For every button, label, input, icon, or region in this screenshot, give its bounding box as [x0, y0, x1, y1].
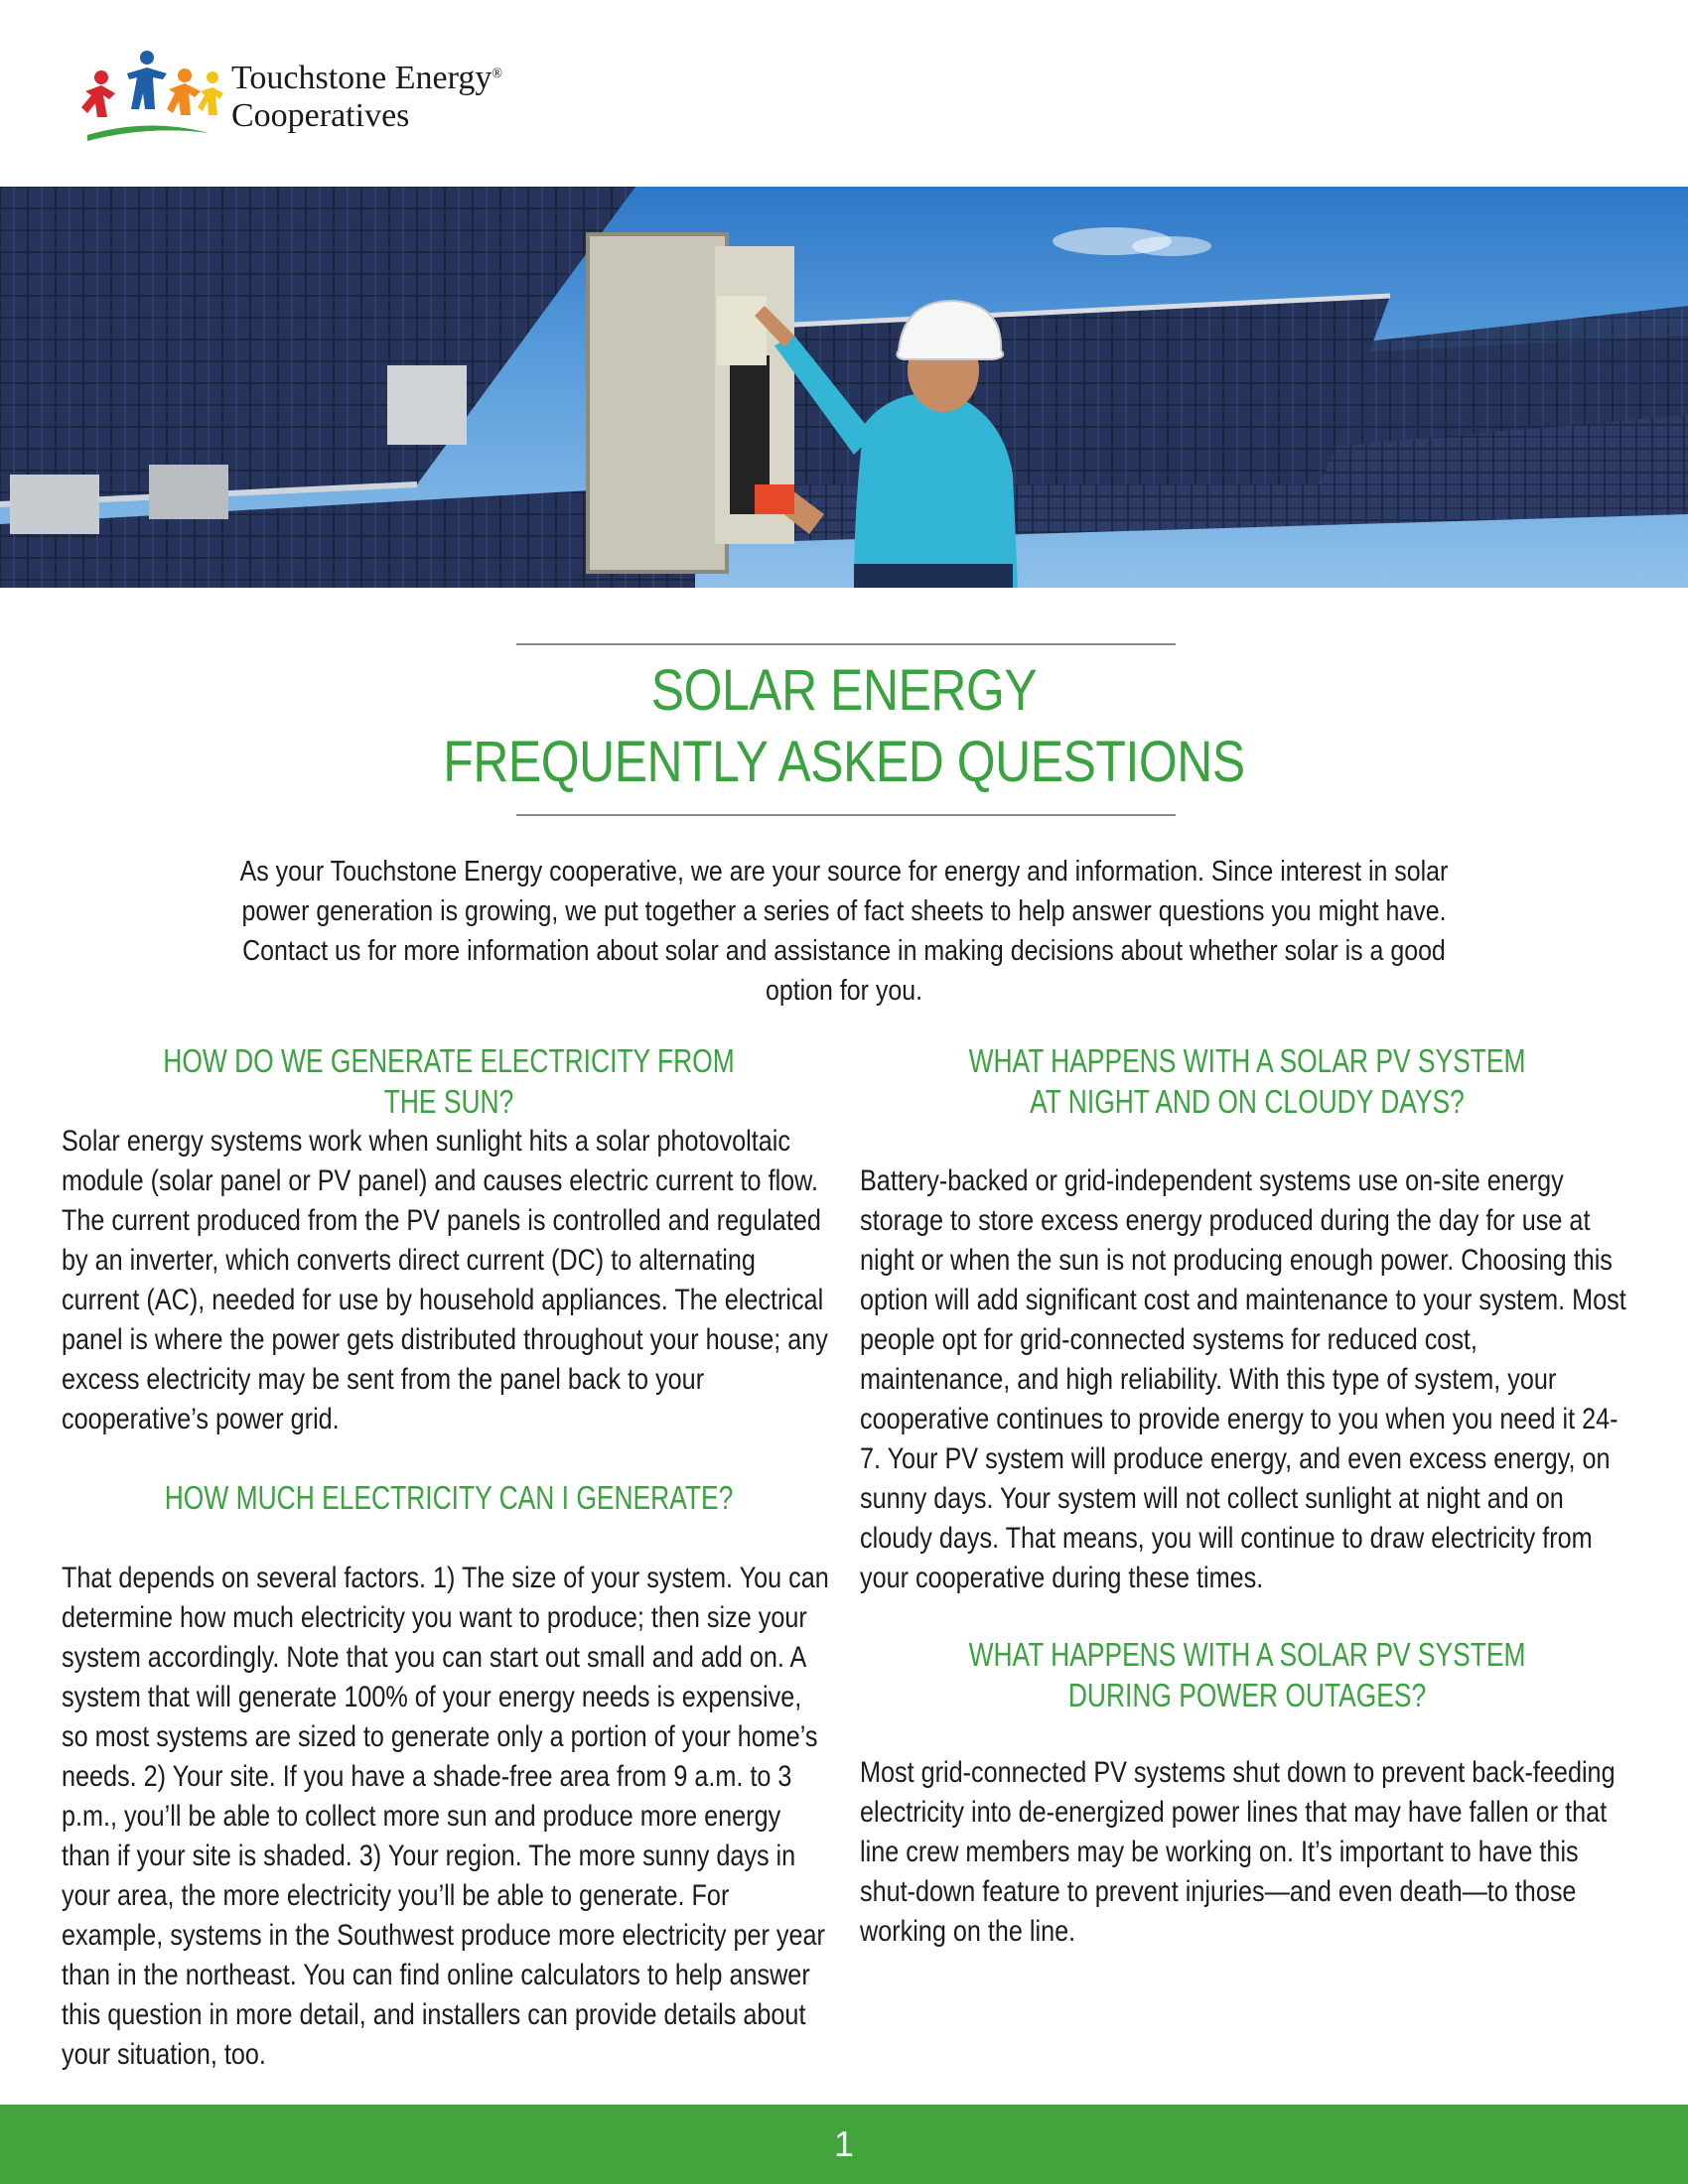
body-outages: Most grid-connected PV systems shut down to prevent back-feeding electricity into de-energized power lines that may have fallen or that line crew members may be working on. It’s important to have this shut-down feature to prevent injuries—and even death—to those working on the line. [860, 1756, 1616, 1948]
solar-technician-illustration [0, 187, 1688, 588]
heading-how-much: HOW MUCH ELECTRICITY CAN I GENERATE? [164, 1479, 734, 1516]
brand-logo [79, 48, 502, 147]
title-top-rule [516, 643, 1176, 645]
body-generate: Solar energy systems work when sunlight hits a solar photovoltaic module (solar panel or PV panel) and causes electric current to flow. The current produced from the PV panels is controlled and regulated by an inverter, which converts direct current (DC) to alternating current (AC), needed for use by household appliances. The electrical panel is where the power gets distributed throughout your house; any excess electricity may be sent from the panel back to your cooperative’s power grid. [62, 1125, 828, 1435]
hero-solar-photo [0, 187, 1688, 588]
heading-night [937, 1040, 1557, 1122]
brand-name-line1: Touchstone Energy [231, 60, 492, 96]
heading-night-line2: AT NIGHT AND ON CLOUDY DAYS? [1030, 1083, 1465, 1120]
page-number: 1 [833, 2123, 855, 2164]
body-night: Battery-backed or grid-independent systems use on-site energy storage to store excess energy produced during the day for use at night or when the sun is not producing enough power. Choosing this option will add significant cost and maintenance to your system. Most people opt for grid-connected systems for reduced cost, maintenance, and high reliability. With this type of system, your cooperative continues to provide energy to you when you need it 24-7. Your PV system will produce energy, and even excess energy, on sunny days. Your system will not collect sunlight at night and on cloudy days. That means, you will continue to draw electricity from your cooperative during these times. [860, 1164, 1626, 1594]
heading-generate: HOW DO WE GENERATE ELECTRICITY FROM THE SUN? [163, 1042, 735, 1120]
heading-outages-line2: DURING POWER OUTAGES? [1067, 1677, 1427, 1713]
heading-night-line1: WHAT HAPPENS WITH A SOLAR PV SYSTEM [968, 1042, 1526, 1079]
intro-paragraph: As your Touchstone Energy cooperative, we are your source for energy and information. Since interest in solar power generation is growing, we put together a series of fact sheets to help answer questions you might have. Contact us for more information about solar and assistance in making decisions about whether solar is a good option for you. [239, 856, 1449, 1007]
title-bottom-rule [516, 814, 1176, 816]
brand-name-line2: Cooperatives [231, 97, 410, 134]
body-how-much: That depends on several factors. 1) The size of your system. You can determine how much electricity you want to produce; then size your system accordingly. Note that you can start out small and add on. A system that will generate 100% of your energy needs is expensive, so most systems are sized to generate only a portion of your home’s needs. 2) Your site. If you have a shade-free area from 9 a.m. to 3 p.m., you’ll be able to collect more sun and produce more energy than if your site is shaded. 3) Your region. The more sunny days in your area, the more electricity you’ll be able to generate. For example, systems in the Southwest produce more electricity per year than in the northeast. You can find online calculators to help answer this question in more detail, and installers can provide details about your situation, too. [62, 1562, 829, 2071]
page-title-line1: SOLAR ENERGY [650, 658, 1038, 723]
heading-outages [937, 1634, 1557, 1715]
touchstone-people-logo-icon [79, 48, 223, 147]
registered-mark: ® [492, 67, 502, 81]
heading-outages-line1: WHAT HAPPENS WITH A SOLAR PV SYSTEM [968, 1636, 1526, 1673]
page-title [118, 655, 1570, 798]
brand-name [231, 60, 502, 135]
page-footer [0, 2105, 1688, 2184]
page-title-line2: FREQUENTLY ASKED QUESTIONS [443, 730, 1245, 794]
